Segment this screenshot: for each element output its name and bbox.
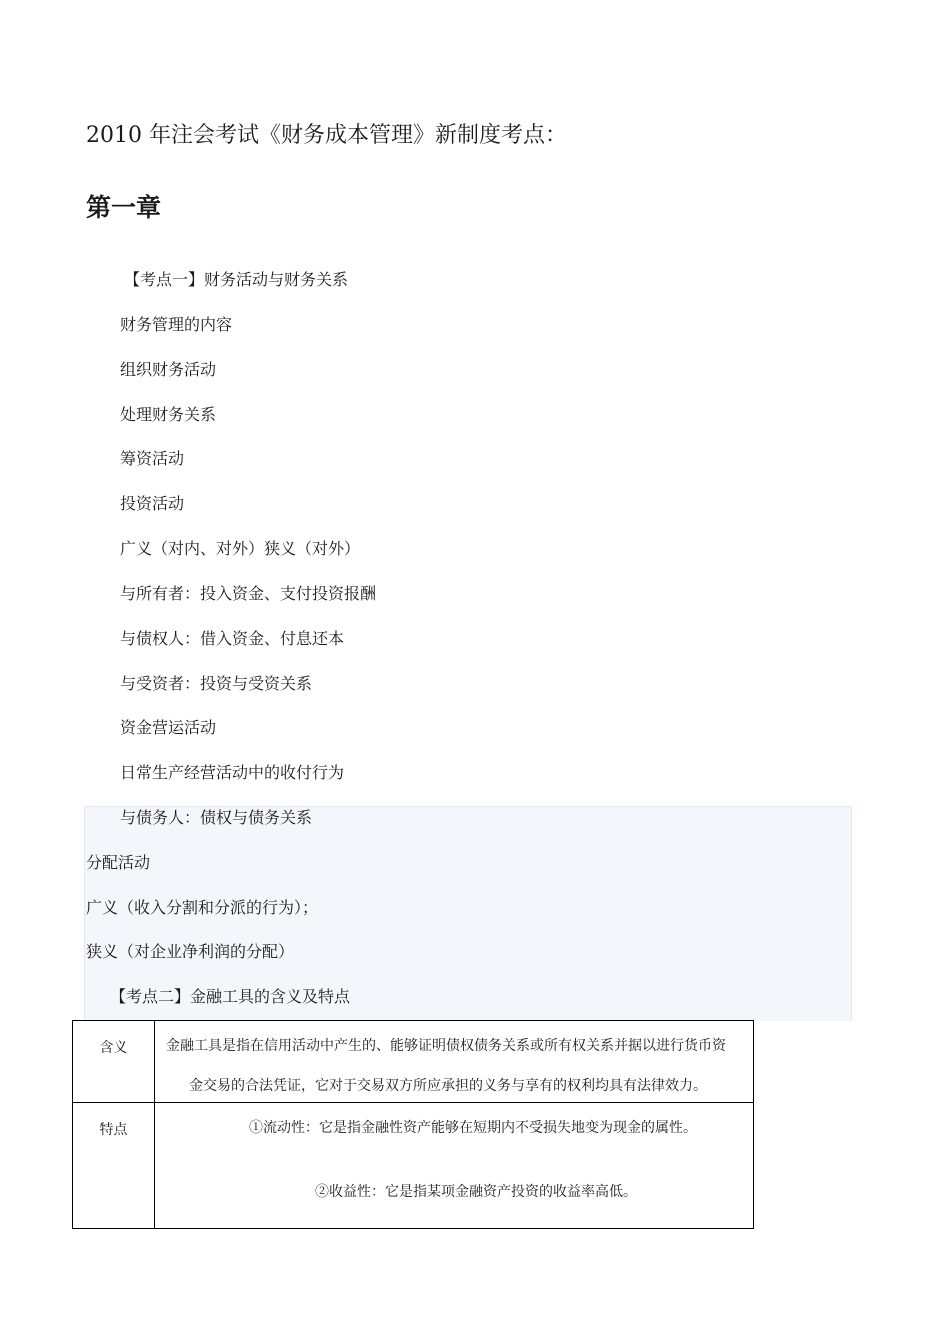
content-line: ①流动性：它是指金融性资产能够在短期内不受损失地变为现金的属性。	[249, 1120, 697, 1136]
point1-item: 日常生产经营活动中的收付行为	[120, 763, 345, 782]
chapter-heading: 第一章	[86, 193, 162, 222]
point1-item: 处理财务关系	[120, 405, 217, 424]
point1-item: 与受资者：投资与受资关系	[120, 674, 313, 693]
document-title: 2010 年注会考试《财务成本管理》新制度考点：	[86, 123, 567, 148]
distribution-line: 分配活动	[86, 853, 151, 872]
point1-item: 资金营运活动	[120, 718, 217, 737]
content-line: ②收益性：它是指某项金融资产投资的收益率高低。	[315, 1184, 637, 1200]
point1-item: 投资活动	[120, 494, 185, 513]
point1-item: 财务管理的内容	[120, 315, 233, 334]
row-label: 特点	[73, 1103, 155, 1229]
point1-item: 与所有者：投入资金、支付投资报酬	[120, 584, 377, 603]
point1-item: 广义（对内、对外）狭义（对外）	[120, 539, 361, 558]
content-line: 金融工具是指在信用活动中产生的、能够证明债权债务关系或所有权关系并据以进行货币资	[166, 1038, 726, 1054]
point2-heading: 【考点二】金融工具的含义及特点	[110, 987, 351, 1006]
point1-heading: 【考点一】财务活动与财务关系	[124, 270, 349, 289]
row-content	[155, 1103, 754, 1229]
table-row	[73, 1103, 754, 1229]
table-row	[73, 1021, 754, 1103]
definition-table	[72, 1020, 754, 1229]
distribution-line: 狭义（对企业净利润的分配）	[86, 942, 295, 961]
point1-item: 与债权人：借入资金、付息还本	[120, 629, 345, 648]
point1-item: 与债务人：债权与债务关系	[120, 808, 313, 827]
row-content	[155, 1021, 754, 1103]
row-label: 含义	[73, 1021, 155, 1103]
point1-item: 组织财务活动	[120, 360, 217, 379]
distribution-line: 广义（收入分割和分派的行为）；	[86, 898, 319, 917]
point1-item: 筹资活动	[120, 449, 185, 468]
content-line: 金交易的合法凭证，它对于交易双方所应承担的义务与享有的权利均具有法律效力。	[189, 1078, 707, 1094]
